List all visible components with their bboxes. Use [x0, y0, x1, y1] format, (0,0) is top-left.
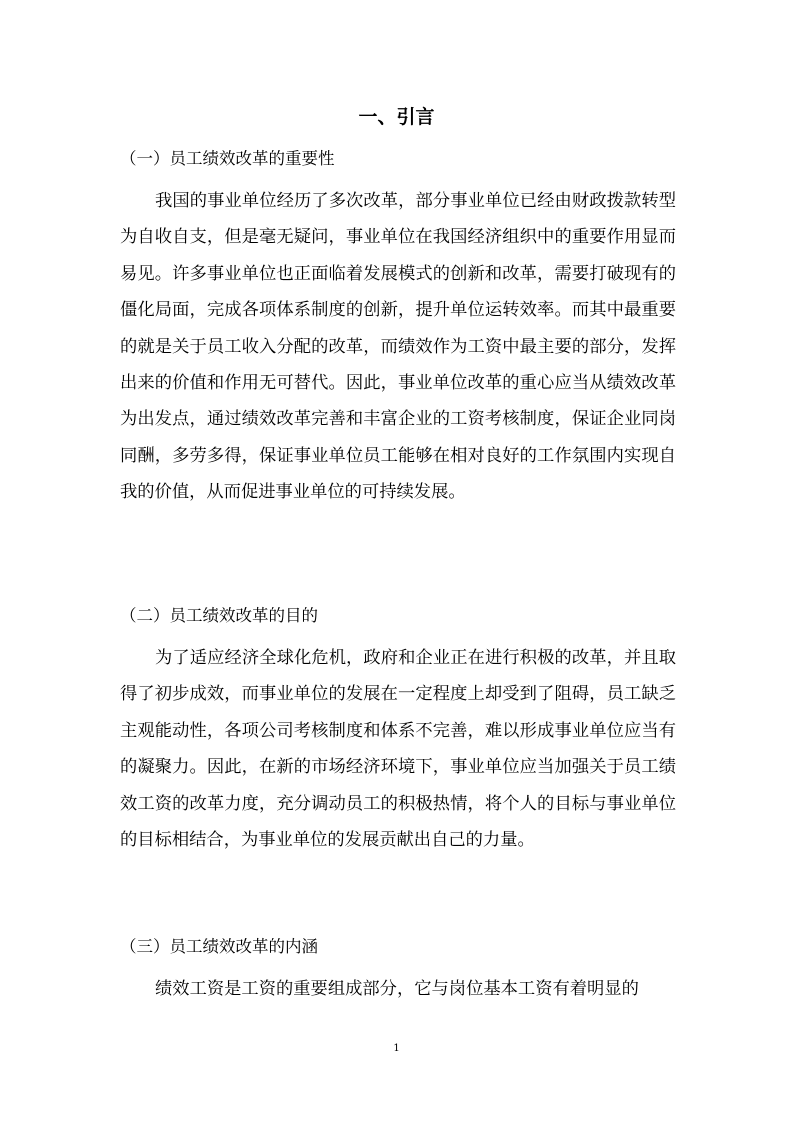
section-paragraph-connotation: 绩效工资是工资的重要组成部分，它与岗位基本工资有着明显的	[155, 979, 639, 999]
section-heading-purpose: （二）员工绩效改革的目的	[120, 606, 318, 625]
section-heading-connotation: （三）员工绩效改革的内涵	[120, 937, 318, 956]
page-title: 一、引言	[358, 106, 435, 128]
section-paragraph-importance: 我国的事业单位经历了多次改革，部分事业单位已经由财政拨款转型为自收自支，但是毫无疑问，事业单位在我国经济组织中的重要作用显而易见。许多事业单位也正面临着发展模式的创新和改革，需要打破现有的僵化局面，完成各项体系制度的创新，提升单位运转效率。而其中最重要的就是关于员工收入分配的改革，而绩效作为工资中最主要的部分，发挥出来的价值和作用无可替代。因此，事业单位改革的重心应当从绩效改革为出发点，通过绩效改革完善和丰富企业的工资考核制度，保证企业同岗同酬，多劳多得，保证事业单位员工能够在相对良好的工作氛围内实现自我的价值，从而促进事业单位的可持续发展。	[120, 191, 676, 503]
section-paragraph-purpose: 为了适应经济全球化危机，政府和企业正在进行积极的改革，并且取得了初步成效，而事业单位的发展在一定程度上却受到了阻碍，员工缺乏主观能动性，各项公司考核制度和体系不完善，难以形成事业单位应当有的凝聚力。因此，在新的市场经济环境下，事业单位应当加强关于员工绩效工资的改革力度，充分调动员工的积极热情，将个人的目标与事业单位的目标相结合，为事业单位的发展贡献出自己的力量。	[120, 648, 676, 851]
section-heading-importance: （一）员工绩效改革的重要性	[120, 149, 335, 168]
page-number: 1	[393, 1043, 400, 1054]
